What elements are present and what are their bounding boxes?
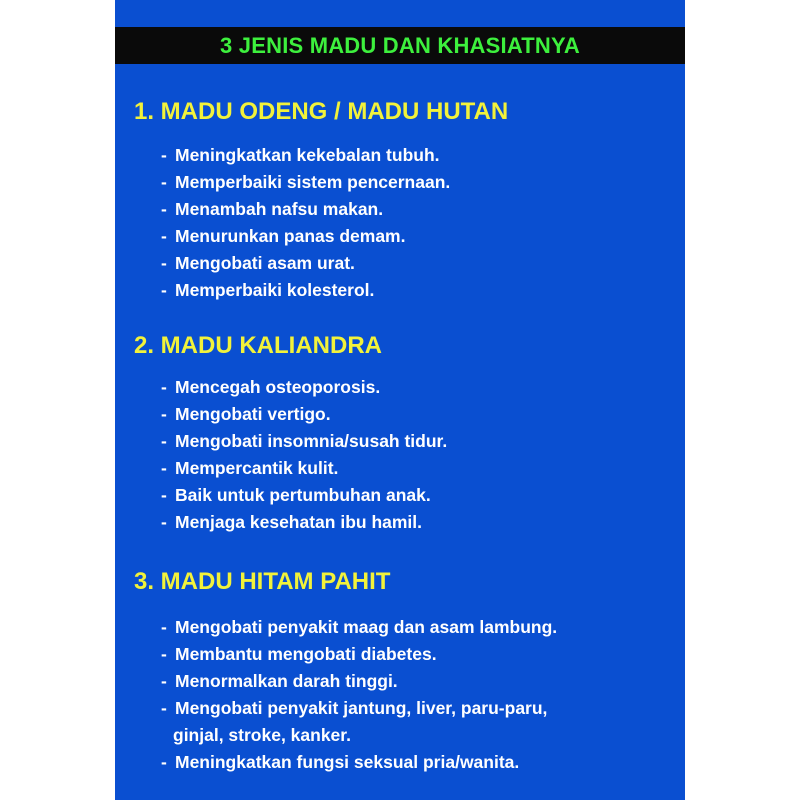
list-item: - Memperbaiki sistem pencernaan.	[161, 172, 451, 192]
benefit-list	[161, 142, 450, 304]
list-item: - Meningkatkan fungsi seksual pria/wanita.	[161, 752, 520, 772]
section-madu-hitam-pahit	[134, 568, 679, 772]
list-item-continuation: ginjal, stroke, kanker.	[173, 725, 351, 745]
list-item: - Menambah nafsu makan.	[161, 199, 384, 219]
section-madu-odeng	[134, 98, 679, 300]
section-heading: 1. MADU ODENG / MADU HUTAN	[134, 98, 509, 125]
list-item: - Menormalkan darah tinggi.	[161, 671, 398, 691]
title-bar	[115, 27, 685, 64]
benefit-list	[161, 374, 447, 536]
list-item: - Membantu mengobati diabetes.	[161, 644, 437, 664]
list-item: - Menjaga kesehatan ibu hamil.	[161, 512, 423, 532]
list-item: - Mengobati vertigo.	[161, 404, 331, 424]
list-item: - Mengobati insomnia/susah tidur.	[161, 431, 448, 451]
section-heading: 2. MADU KALIANDRA	[134, 332, 382, 359]
list-item: - Mengobati asam urat.	[161, 253, 355, 273]
list-item: - Meningkatkan kekebalan tubuh.	[161, 145, 440, 165]
list-item: - Baik untuk pertumbuhan anak.	[161, 485, 431, 505]
poster	[115, 0, 685, 800]
list-item: - Memperbaiki kolesterol.	[161, 280, 375, 300]
section-heading: 3. MADU HITAM PAHIT	[134, 568, 391, 595]
list-item: - Mempercantik kulit.	[161, 458, 339, 478]
benefit-list	[161, 614, 557, 776]
section-madu-kaliandra	[134, 332, 679, 532]
list-item: - Mencegah osteoporosis.	[161, 377, 381, 397]
list-item: - Mengobati penyakit jantung, liver, paru-paru,	[161, 698, 548, 718]
list-item: - Mengobati penyakit maag dan asam lambung.	[161, 617, 558, 637]
list-item: - Menurunkan panas demam.	[161, 226, 406, 246]
page-title: 3 JENIS MADU DAN KHASIATNYA	[220, 32, 580, 58]
